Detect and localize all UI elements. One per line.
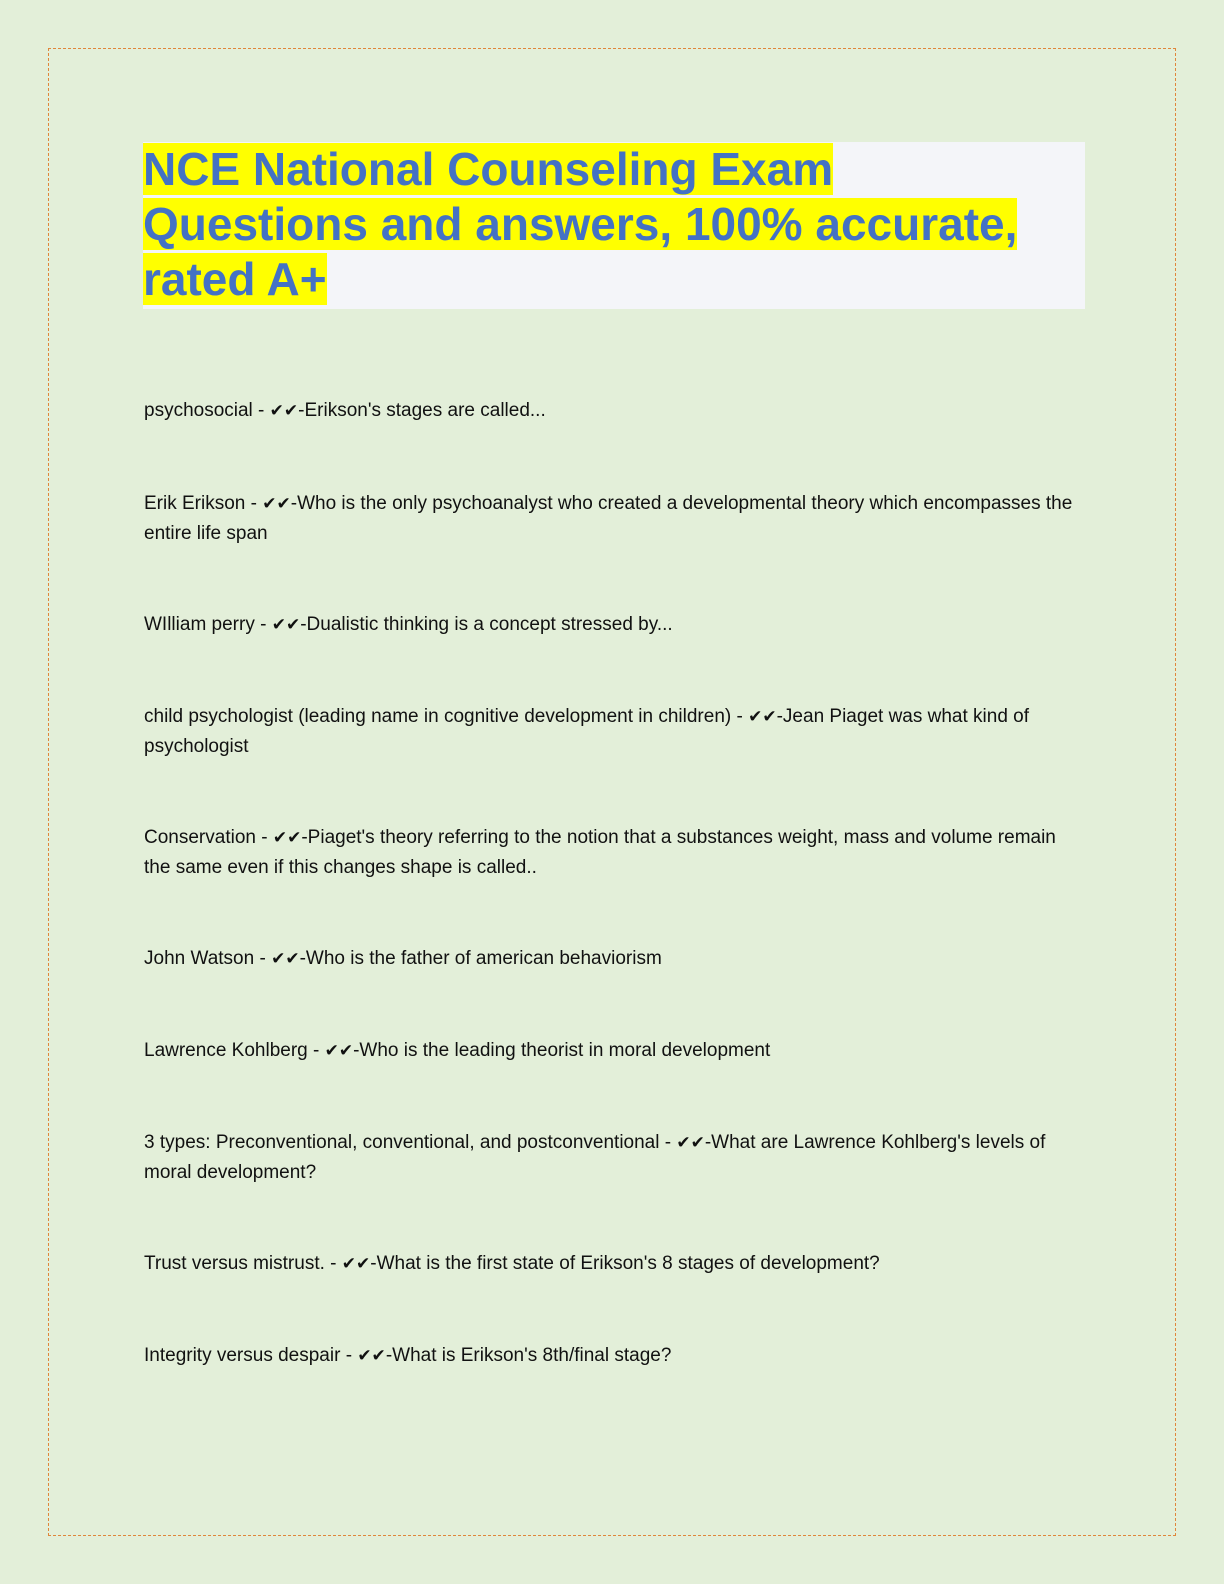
qa-item [144,489,1074,548]
question-text: -What is Erikson's 8th/final stage? [385,1345,672,1366]
double-check-icon: ✔✔ [676,1133,705,1153]
title-line-1: NCE National Counseling Exam [143,143,834,195]
qa-item [144,1128,1074,1187]
qa-item [144,702,1074,761]
title-line-2: Questions and answers, 100% accurate, [143,198,1018,250]
question-text: -Erikson's stages are called... [298,400,546,421]
answer-text: child psychologist (leading name in cognitive development in children) - [144,706,749,727]
qa-item [144,1341,1074,1371]
double-check-icon: ✔✔ [357,1346,386,1366]
double-check-icon: ✔✔ [262,494,291,514]
question-text: -Who is the only psychoanalyst who created a developmental theory which encompasses the entire life span [144,493,1073,544]
answer-text: Integrity versus despair - [144,1345,358,1366]
answer-text: 3 types: Preconventional, conventional, and postconventional - [144,1132,677,1153]
qa-item [144,1249,1074,1279]
double-check-icon: ✔✔ [748,707,777,727]
qa-item [144,396,1074,426]
question-text: -What is the first state of Erikson's 8 stages of development? [370,1253,880,1274]
answer-text: Erik Erikson - [144,493,263,514]
double-check-icon: ✔✔ [341,1254,371,1274]
question-text: -Jean Piaget was what kind of psychologist [144,706,1030,757]
qa-item [144,1036,1074,1066]
qa-item [144,823,1074,882]
title-block [143,142,1085,309]
double-check-icon: ✔✔ [271,615,301,635]
question-text: -Dualistic thinking is a concept stressed by... [300,614,673,635]
answer-text: Conservation - [144,827,273,848]
double-check-icon: ✔✔ [271,949,300,969]
answer-text: John Watson - [144,948,272,969]
answer-text: WIlliam perry - [144,614,272,635]
double-check-icon: ✔✔ [272,828,302,848]
double-check-icon: ✔✔ [324,1041,354,1061]
question-text: -Piaget's theory referring to the notion that a substances weight, mass and volume remain the same even if this changes shape is called.. [144,827,1056,878]
qa-item [144,944,1074,974]
question-text: -What are Lawrence Kohlberg's levels of moral development? [144,1132,1046,1183]
answer-text: psychosocial - [144,400,270,421]
answer-text: Trust versus mistrust. - [144,1253,342,1274]
document-title [143,142,1085,307]
question-text: -Who is the leading theorist in moral development [353,1040,771,1061]
double-check-icon: ✔✔ [269,401,299,421]
answer-text: Lawrence Kohlberg - [144,1040,325,1061]
qa-item [144,610,1074,640]
question-text: -Who is the father of american behaviorism [299,948,662,969]
title-line-3: rated A+ [143,253,327,305]
